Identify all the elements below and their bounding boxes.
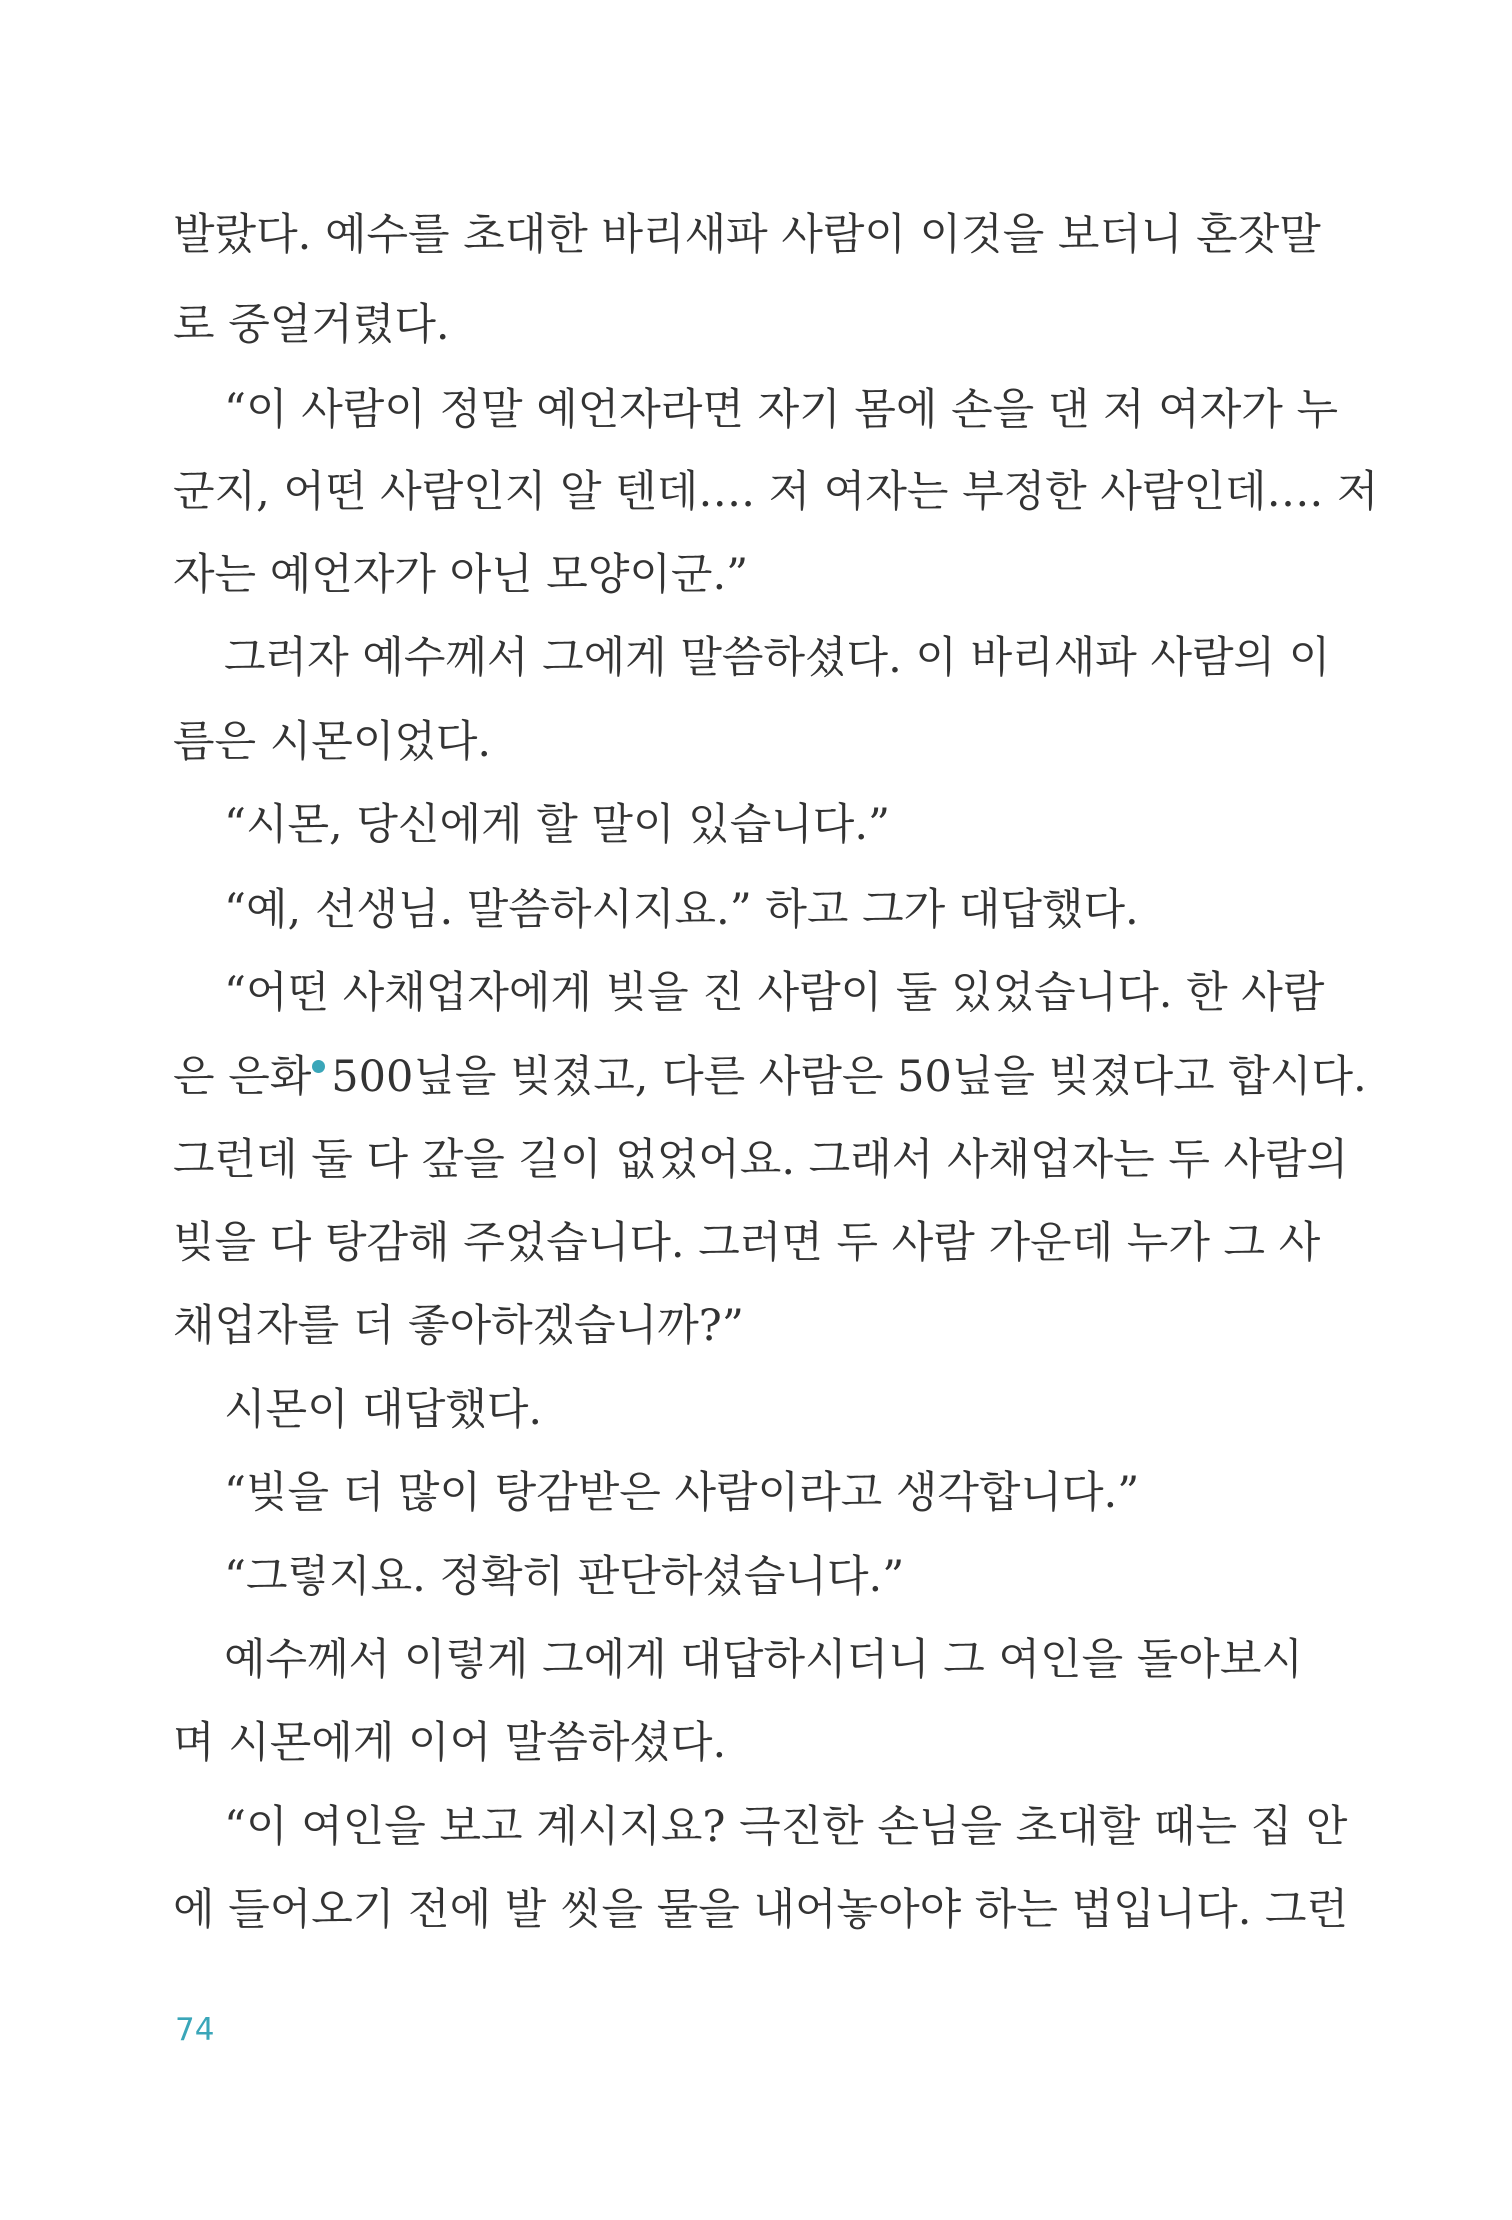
text-line-18: 예수께서 이렇게 그에게 대답하시더니 그 여인을 돌아보시	[224, 1635, 1303, 1685]
text-line-11	[173, 1047, 1367, 1107]
text-line-7: 름은 시몬이었다.	[173, 717, 492, 767]
text-line-19: 며 시몬에게 이어 말씀하셨다.	[173, 1718, 727, 1768]
text-line-10: “어떤 사채업자에게 빚을 진 사람이 둘 있었습니다. 한 사람	[224, 968, 1325, 1018]
text-line-11-end: 500닢을 빚졌고, 다른 사람은 50닢을 빚졌다고 합시다.	[331, 1052, 1367, 1102]
text-line-21: 에 들어오기 전에 발 씻을 물을 내어놓아야 하는 법입니다. 그런	[173, 1885, 1349, 1935]
text-line-9: “예, 선생님. 말씀하시지요.” 하고 그가 대답했다.	[224, 885, 1139, 935]
text-line-2: 로 중얼거렸다.	[173, 300, 450, 350]
footnote-marker-icon	[312, 1060, 325, 1073]
text-line-14: 채업자를 더 좋아하겠습니까?”	[173, 1301, 744, 1351]
text-line-3: “이 사람이 정말 예언자라면 자기 몸에 손을 댄 저 여자가 누	[224, 385, 1339, 435]
text-line-11-start: 은 은화	[173, 1052, 312, 1102]
text-line-5: 자는 예언자가 아닌 모양이군.”	[173, 550, 749, 600]
text-line-12: 그런데 둘 다 갚을 길이 없었어요. 그래서 사채업자는 두 사람의	[173, 1135, 1349, 1185]
text-line-1: 발랐다. 예수를 초대한 바리새파 사람이 이것을 보더니 혼잣말	[173, 210, 1321, 260]
page-number: 74	[175, 2012, 215, 2048]
text-line-20: “이 여인을 보고 계시지요? 극진한 손님을 초대할 때는 집 안	[224, 1802, 1348, 1852]
text-line-13: 빚을 다 탕감해 주었습니다. 그러면 두 사람 가운데 누가 그 사	[173, 1218, 1321, 1268]
text-line-17: “그렇지요. 정확히 판단하셨습니다.”	[224, 1552, 905, 1602]
text-line-16: “빚을 더 많이 탕감받은 사람이라고 생각합니다.”	[224, 1468, 1140, 1518]
text-line-4: 군지, 어떤 사람인지 알 텐데…. 저 여자는 부정한 사람인데…. 저	[173, 467, 1379, 517]
text-line-15: 시몬이 대답했다.	[224, 1385, 543, 1435]
text-line-8: “시몬, 당신에게 할 말이 있습니다.”	[224, 800, 890, 850]
text-line-6: 그러자 예수께서 그에게 말씀하셨다. 이 바리새파 사람의 이	[224, 633, 1331, 683]
